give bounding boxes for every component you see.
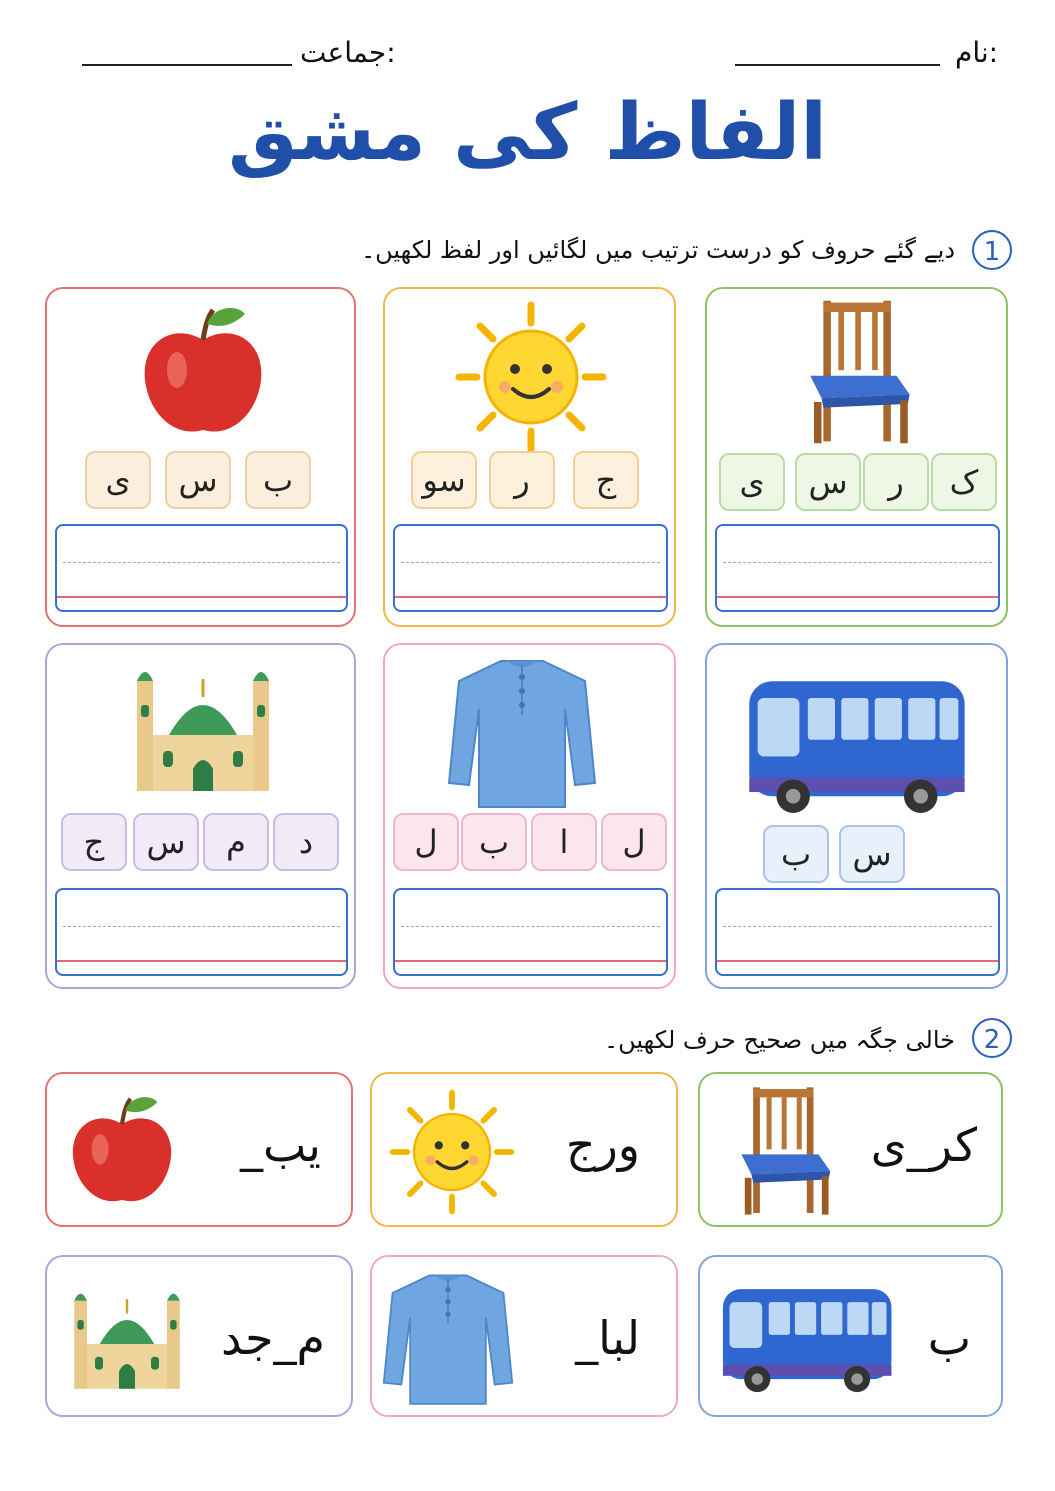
fill-card-sun	[370, 1072, 678, 1227]
letter-tile[interactable]: ر	[863, 453, 929, 511]
letter-tile[interactable]: س	[795, 453, 861, 511]
scramble-card-bus	[705, 643, 1008, 989]
answer-box[interactable]	[715, 524, 1000, 612]
letter-tile[interactable]: د	[273, 813, 339, 871]
fill-card-mosque	[45, 1255, 353, 1417]
fill-word[interactable]: م_جد	[220, 1311, 325, 1365]
letter-tile[interactable]: سو	[411, 451, 477, 509]
apple-icon	[133, 297, 273, 447]
scramble-card-kurta	[383, 643, 676, 989]
fill-word[interactable]: یب_	[240, 1118, 321, 1172]
name-label: نام:	[955, 36, 999, 69]
page-title: الفاظ کی مشق	[227, 88, 827, 178]
answer-box[interactable]	[393, 888, 668, 976]
letter-tile[interactable]: س	[839, 825, 905, 883]
letter-tile[interactable]: م	[203, 813, 269, 871]
scramble-card-mosque	[45, 643, 356, 989]
fill-card-chair	[698, 1072, 1003, 1227]
answer-box[interactable]	[55, 888, 348, 976]
letter-tile[interactable]: ب	[461, 813, 527, 871]
letter-tile[interactable]: ل	[393, 813, 459, 871]
letter-tile[interactable]: ا	[531, 813, 597, 871]
scramble-card-chair	[705, 287, 1008, 627]
letter-tile[interactable]: ی	[719, 453, 785, 511]
chair-icon	[799, 297, 919, 447]
class-label: جماعت:	[300, 36, 396, 69]
letter-tile[interactable]: س	[165, 451, 231, 509]
section-2-instruction: خالی جگہ میں صحیح حرف لکھیں۔	[604, 1026, 955, 1054]
section-1-instruction: دیے گئے حروف کو درست ترتیب میں لگائیں اور لفظ لکھیں۔	[361, 236, 955, 264]
letter-tile[interactable]: ب	[763, 825, 829, 883]
letter-tile[interactable]: ج	[573, 451, 639, 509]
class-blank[interactable]	[82, 64, 292, 66]
mosque-icon	[71, 1271, 183, 1401]
bus-icon	[743, 665, 973, 825]
scramble-card-sun	[383, 287, 676, 627]
letter-tile[interactable]: س	[133, 813, 199, 871]
fill-word[interactable]: لبا_	[575, 1311, 640, 1365]
kurta-icon	[382, 1265, 514, 1409]
apple-icon	[63, 1090, 181, 1212]
chair-icon	[730, 1084, 840, 1218]
bus-icon	[718, 1277, 898, 1401]
kurta-icon	[447, 651, 597, 811]
answer-box[interactable]	[55, 524, 348, 612]
name-blank[interactable]	[735, 64, 940, 66]
mosque-icon	[133, 655, 273, 795]
fill-word[interactable]: ورج	[565, 1118, 640, 1172]
letter-tile[interactable]: ی	[85, 451, 151, 509]
letter-tile[interactable]: ک	[931, 453, 997, 511]
section-1-number: 1	[972, 230, 1012, 270]
answer-box[interactable]	[715, 888, 1000, 976]
letter-tile[interactable]: ل	[601, 813, 667, 871]
fill-card-bus	[698, 1255, 1003, 1417]
sun-icon	[451, 297, 611, 457]
scramble-card-apple	[45, 287, 356, 627]
letter-tile[interactable]: ب	[245, 451, 311, 509]
fill-card-apple	[45, 1072, 353, 1227]
sun-icon	[386, 1086, 518, 1218]
section-2-number: 2	[972, 1018, 1012, 1058]
fill-word[interactable]: کر_ی	[870, 1118, 977, 1172]
fill-card-kurta	[370, 1255, 678, 1417]
letter-tile[interactable]: ر	[489, 451, 555, 509]
answer-box[interactable]	[393, 524, 668, 612]
letter-tile[interactable]: ج	[61, 813, 127, 871]
fill-word[interactable]: ب	[927, 1311, 971, 1365]
